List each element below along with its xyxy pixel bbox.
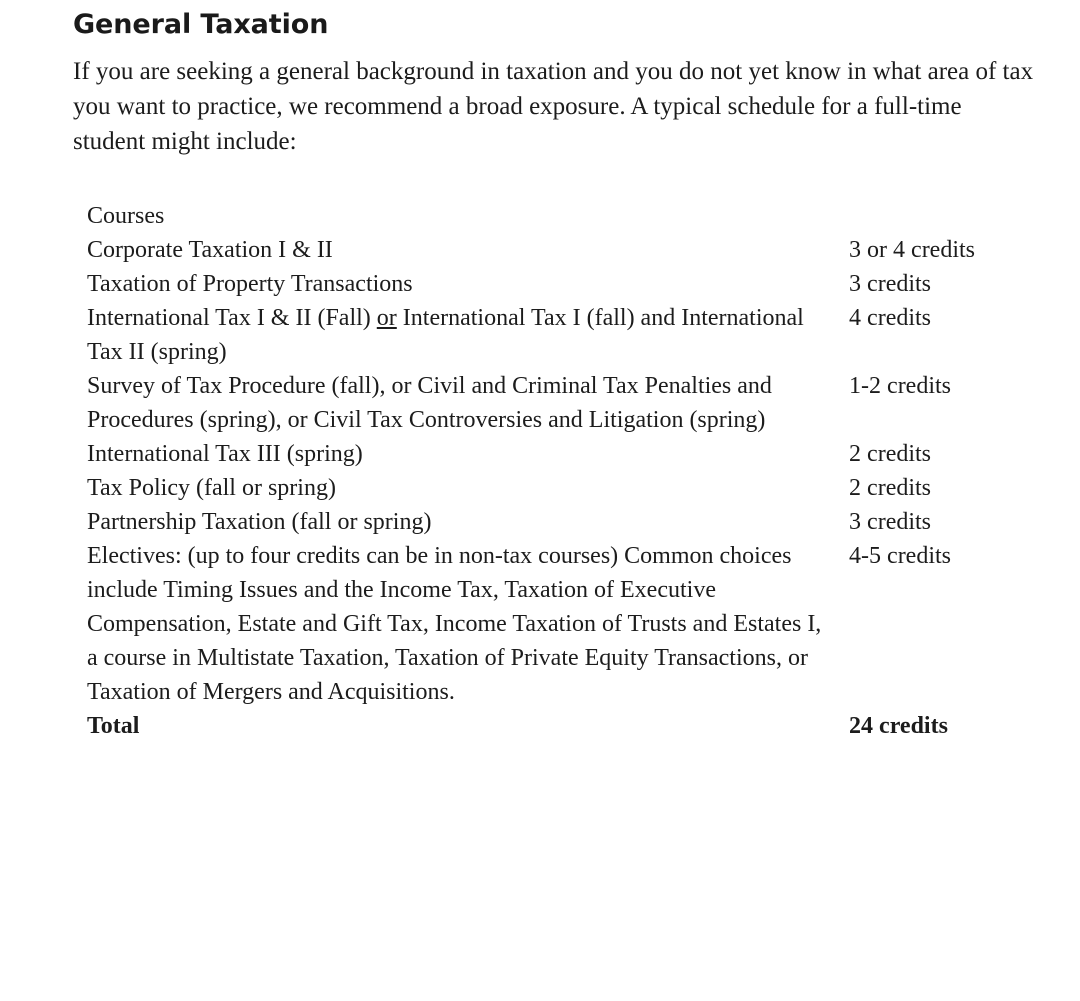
course-text-pre: Electives: (up to four credits can be in non-tax courses) Common choices include Timing Issues and the Income Tax, Taxation of Executive Compensation, Estate and Gift Tax, Income Taxation of Trusts and Estates I, a course in Multistate Taxation, Taxation of Private Equity Transactions, or Taxation of Mergers and Acquisitions. (87, 543, 822, 705)
course-credits: 2 credits (849, 475, 932, 501)
table-body (87, 233, 1052, 743)
table-row (87, 233, 1052, 267)
course-text-underlined: or (376, 305, 397, 331)
table-header-row (87, 199, 1052, 233)
course-schedule-table (87, 199, 1052, 743)
course-credits: 1-2 credits (849, 373, 952, 399)
course-name (87, 505, 849, 539)
course-credits: 3 credits (849, 271, 932, 297)
course-text-pre: Taxation of Property Transactions (87, 271, 413, 297)
course-name (87, 233, 849, 267)
course-name (87, 437, 849, 471)
page-title: General Taxation (73, 9, 329, 40)
course-text-post: International Tax I (fall) and International Tax II (spring) (87, 305, 804, 365)
course-credits: 4-5 credits (849, 543, 952, 569)
table-header (87, 199, 1052, 233)
course-text-pre: Corporate Taxation I & II (87, 237, 333, 263)
course-text-pre: Partnership Taxation (fall or spring) (87, 509, 432, 535)
course-credits: 2 credits (849, 441, 932, 467)
table-row-total (87, 709, 1052, 743)
total-label: Total (87, 713, 140, 739)
total-credits: 24 credits (849, 713, 948, 739)
table-row (87, 301, 1052, 369)
table-row (87, 539, 1052, 709)
course-text-pre: Survey of Tax Procedure (fall), or Civil and Criminal Tax Penalties and Procedures (spring), or Civil Tax Controversies and Litigation (spring) (87, 373, 772, 433)
course-text-pre: International Tax I & II (Fall) (87, 305, 377, 331)
course-credits: 4 credits (849, 305, 932, 331)
course-name (87, 471, 849, 505)
table-row (87, 471, 1052, 505)
course-credits: 3 credits (849, 509, 932, 535)
course-name (87, 301, 849, 369)
course-text-pre: Tax Policy (fall or spring) (87, 475, 336, 501)
course-text-pre: International Tax III (spring) (87, 441, 363, 467)
course-name (87, 267, 849, 301)
table-row (87, 437, 1052, 471)
table-row (87, 505, 1052, 539)
course-credits: 3 or 4 credits (849, 237, 976, 263)
column-header-courses: Courses (87, 203, 165, 229)
table-row (87, 267, 1052, 301)
course-name (87, 539, 849, 709)
table-row (87, 369, 1052, 437)
column-header-credits (849, 199, 1052, 233)
intro-paragraph: If you are seeking a general background in taxation and you do not yet know in what area of tax you want to practice, we recommend a broad exposure. A typical schedule for a full-time student might include: (73, 58, 1034, 155)
course-name (87, 369, 849, 437)
